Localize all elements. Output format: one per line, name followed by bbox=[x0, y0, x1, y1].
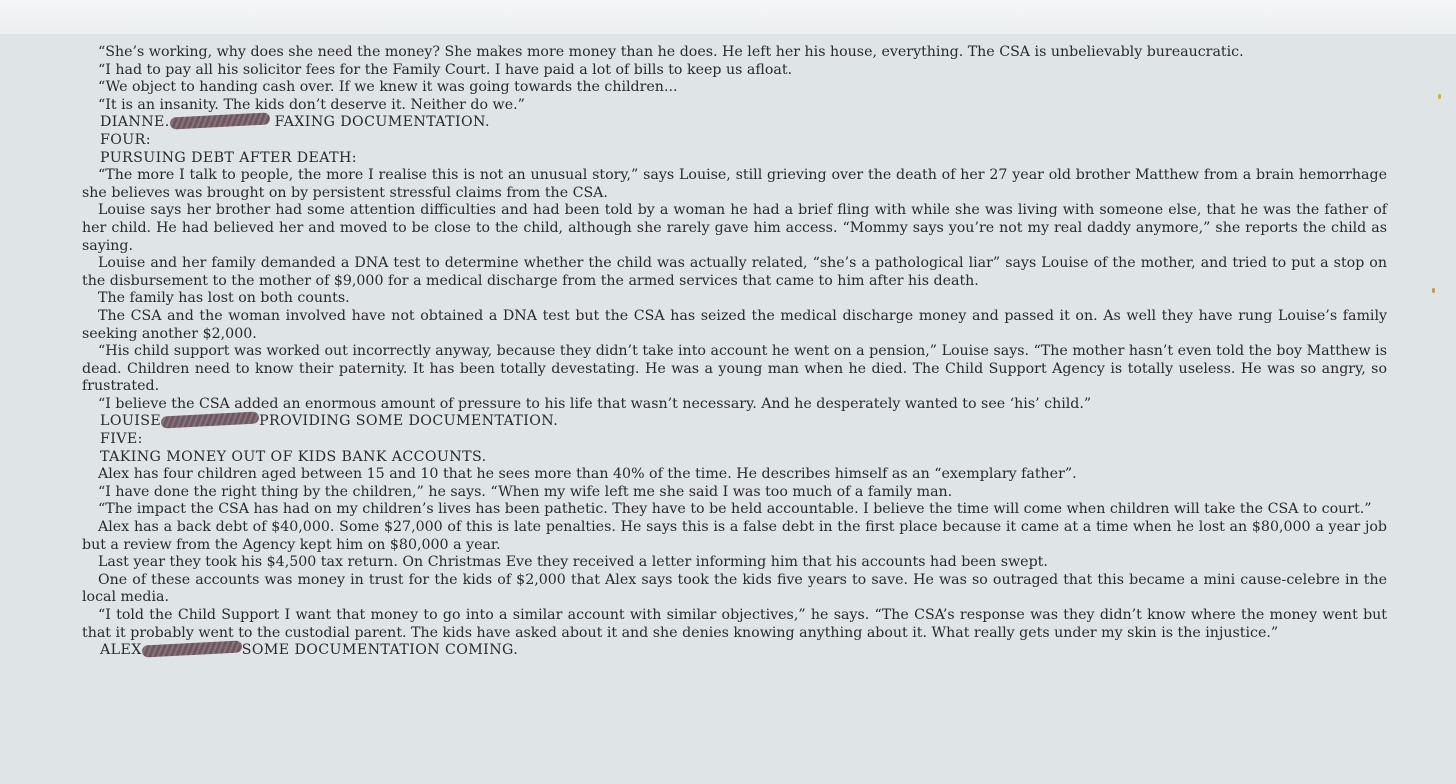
contact-line-dianne bbox=[82, 114, 1387, 132]
document-body bbox=[82, 44, 1387, 660]
body-paragraph: Alex has a back debt of $40,000. Some $27,000 of this is late penalties. He says this is a false debt in the first place because it came at a time when he lost an $80,000 a year job but a review from the Agency kept him on $80,000 a year. bbox=[82, 519, 1387, 553]
body-paragraph: “I told the Child Support I want that money to go into a similar account with similar objectives,” he says. “The CSA’s response was they didn’t know where the money went but that it probably went to the custodial parent. The kids have asked about it and she denies knowing anything about it. What really gets under my skin is the injustice.” bbox=[82, 607, 1387, 641]
body-paragraph: Last year they took his $4,500 tax return. On Christmas Eve they received a letter informing him that his accounts had been swept. bbox=[98, 554, 1048, 571]
contact-name: ALEX bbox=[100, 642, 142, 659]
contact-line-alex bbox=[82, 642, 1387, 660]
body-paragraph: The CSA and the woman involved have not obtained a DNA test but the CSA has seized the medical discharge money and passed it on. As well they have rung Louise’s family seeking another $2,000. bbox=[82, 307, 1387, 342]
body-paragraph: “I believe the CSA added an enormous amount of pressure to his life that wasn’t necessary. And he desperately wanted to see ‘his’ child.” bbox=[98, 395, 1092, 412]
body-paragraph: The family has lost on both counts. bbox=[98, 290, 350, 307]
body-paragraph: One of these accounts was money in trust for the kids of $2,000 that Alex says took the kids five years to save. He was so outraged that this became a mini cause-celebre in the local media. bbox=[82, 571, 1387, 606]
contact-note: SOME DOCUMENTATION COMING. bbox=[241, 642, 519, 659]
quote-paragraph: “She’s working, why does she need the money? She makes more money than he does. He left her his house, everything. The CSA is unbelievably bureaucratic. bbox=[98, 44, 1244, 60]
body-paragraph: “The more I talk to people, the more I realise this is not an unusual story,” says Louise, still grieving over the death of her 27 year old brother Matthew from a brain hemorrhage she believes was brought on by persistent stressful claims from the CSA. bbox=[82, 167, 1387, 201]
paper-fleck bbox=[1438, 94, 1441, 99]
body-paragraph: “The impact the CSA has had on my children’s lives has been pathetic. They have to be held accountable. I believe the time will come when children will take the CSA to court.” bbox=[98, 501, 1372, 518]
body-paragraph: Louise says her brother had some attention difficulties and had been told by a woman he had a brief fling with while she was living with someone else, that he was the father of her child. He had believed her and moved to be close to the child, although she rarely gave him access. “Mommy says you’re not my real daddy anymore,” she reports the child as saying. bbox=[82, 202, 1387, 254]
body-paragraph: “His child support was worked out incorrectly anyway, because they didn’t take into account he went on a pension,” Louise says. “The mother hasn’t even told the boy Matthew is dead. Children need to know their paternity. It has been totally devestating. He was a young man when he died. The Child Support Agency is totally useless. He was so angry, so frustrated. bbox=[82, 343, 1387, 395]
quote-paragraph: “I had to pay all his solicitor fees for the Family Court. I have paid a lot of bills to keep us afloat. bbox=[98, 61, 793, 78]
section-title: TAKING MONEY OUT OF KIDS BANK ACCOUNTS. bbox=[100, 448, 487, 465]
contact-name: LOUISE bbox=[100, 413, 162, 430]
section-number: FIVE: bbox=[100, 431, 143, 448]
body-paragraph: Louise and her family demanded a DNA test to determine whether the child was actually related, “she’s a pathological liar” says Louise of the mother, and tried to put a stop on the disbursement to the mother of $9,000 for a medical discharge from the armed services that came to him after his death. bbox=[82, 255, 1387, 289]
section-number: FOUR: bbox=[100, 131, 151, 148]
body-paragraph: “I have done the right thing by the children,” he says. “When my wife left me she said I was too much of a family man. bbox=[98, 483, 953, 500]
quote-paragraph: “It is an insanity. The kids don’t deserve it. Neither do we.” bbox=[98, 96, 525, 113]
contact-name: DIANNE. bbox=[100, 114, 170, 131]
quote-paragraph: “We object to handing cash over. If we knew it was going towards the children... bbox=[98, 79, 678, 96]
body-paragraph: Alex has four children aged between 15 and 10 that he sees more than 40% of the time. He describes himself as an “exemplary father”. bbox=[98, 466, 1077, 483]
contact-note: FAXING DOCUMENTATION. bbox=[274, 114, 490, 131]
redaction-mark bbox=[141, 641, 241, 658]
redaction-mark bbox=[169, 113, 269, 130]
section-title: PURSUING DEBT AFTER DEATH: bbox=[100, 149, 357, 166]
contact-note: PROVIDING SOME DOCUMENTATION. bbox=[259, 413, 559, 430]
paper-fleck bbox=[1432, 288, 1435, 293]
contact-line-louise bbox=[82, 413, 1387, 431]
redaction-mark bbox=[161, 412, 259, 429]
